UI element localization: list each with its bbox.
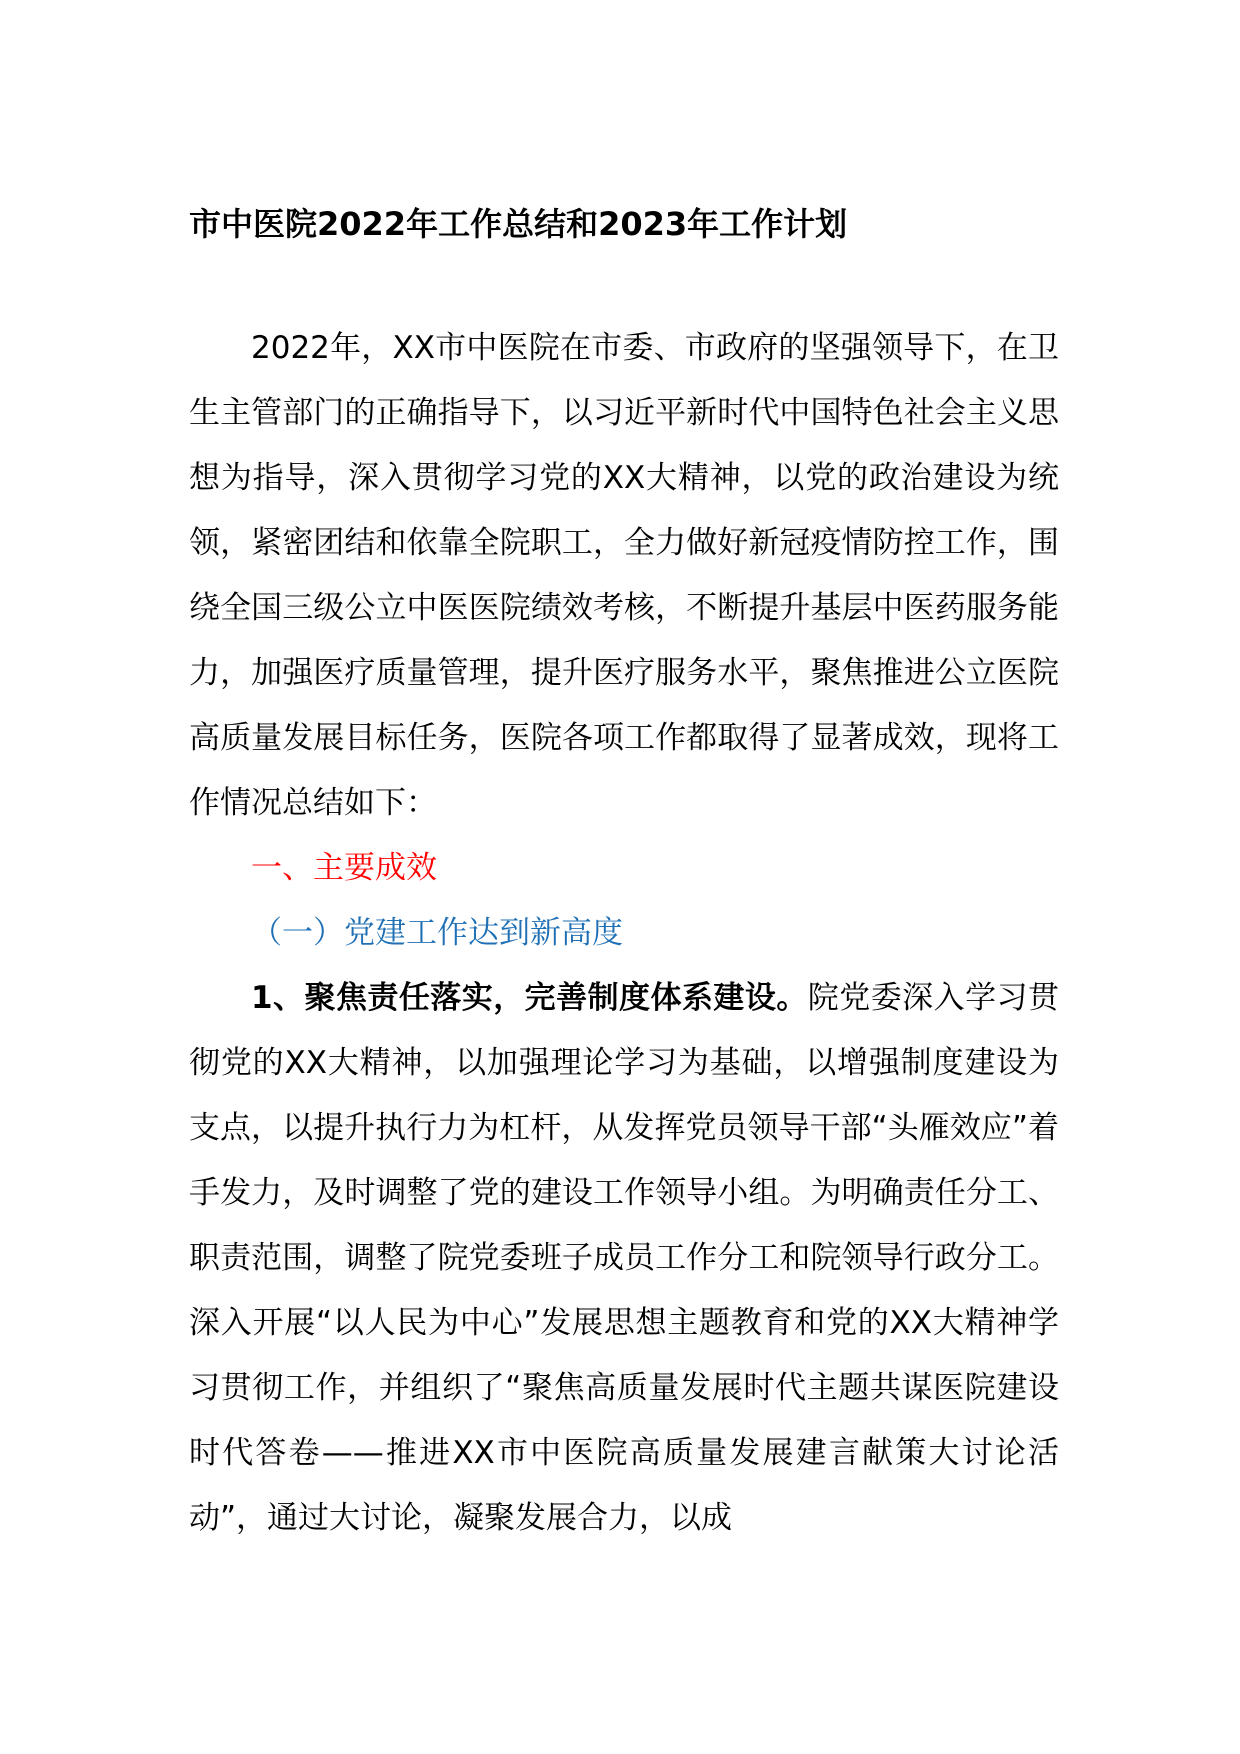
item-paragraph bbox=[189, 966, 1059, 1551]
intro-paragraph: 2022年，XX市中医院在市委、市政府的坚强领导下，在卫生主管部门的正确指导下，以习近平新时代中国特色社会主义思想为指导，深入贯彻学习党的XX大精神，以党的政治建设为统领，紧密团结和依靠全院职工，全力做好新冠疫情防控工作，围绕全国三级公立中医医院绩效考核，不断提升基层中医药服务能力，加强医疗质量管理，提升医疗服务水平，聚焦推进公立医院高质量发展目标任务，医院各项工作都取得了显著成效，现将工作情况总结如下： bbox=[189, 330, 1059, 821]
subsection-heading: （一）党建工作达到新高度 bbox=[251, 915, 623, 951]
section-heading: 一、主要成效 bbox=[251, 850, 437, 886]
item-body: 院党委深入学习贯彻党的XX大精神，以加强理论学习为基础，以增强制度建设为支点，以提升执行力为杠杆，从发挥党员领导干部“头雁效应”着手发力，及时调整了党的建设工作领导小组。为明确责任分工、职责范围，调整了院党委班子成员工作分工和院领导行政分工。深入开展“以人民为中心”发展思想主题教育和党的XX大精神学习贯彻工作，并组织了“聚焦高质量发展时代主题共谋医院建设时代答卷——推进XX市中医院高质量发展建言献策大讨论活动”，通过大讨论，凝聚发展合力，以成 bbox=[189, 980, 1059, 1536]
item-lead: 1、聚焦责任落实，完善制度体系建设。 bbox=[251, 980, 808, 1016]
document-title: 市中医院2022年工作总结和2023年工作计划 bbox=[189, 205, 848, 243]
document-body bbox=[189, 316, 1059, 1551]
